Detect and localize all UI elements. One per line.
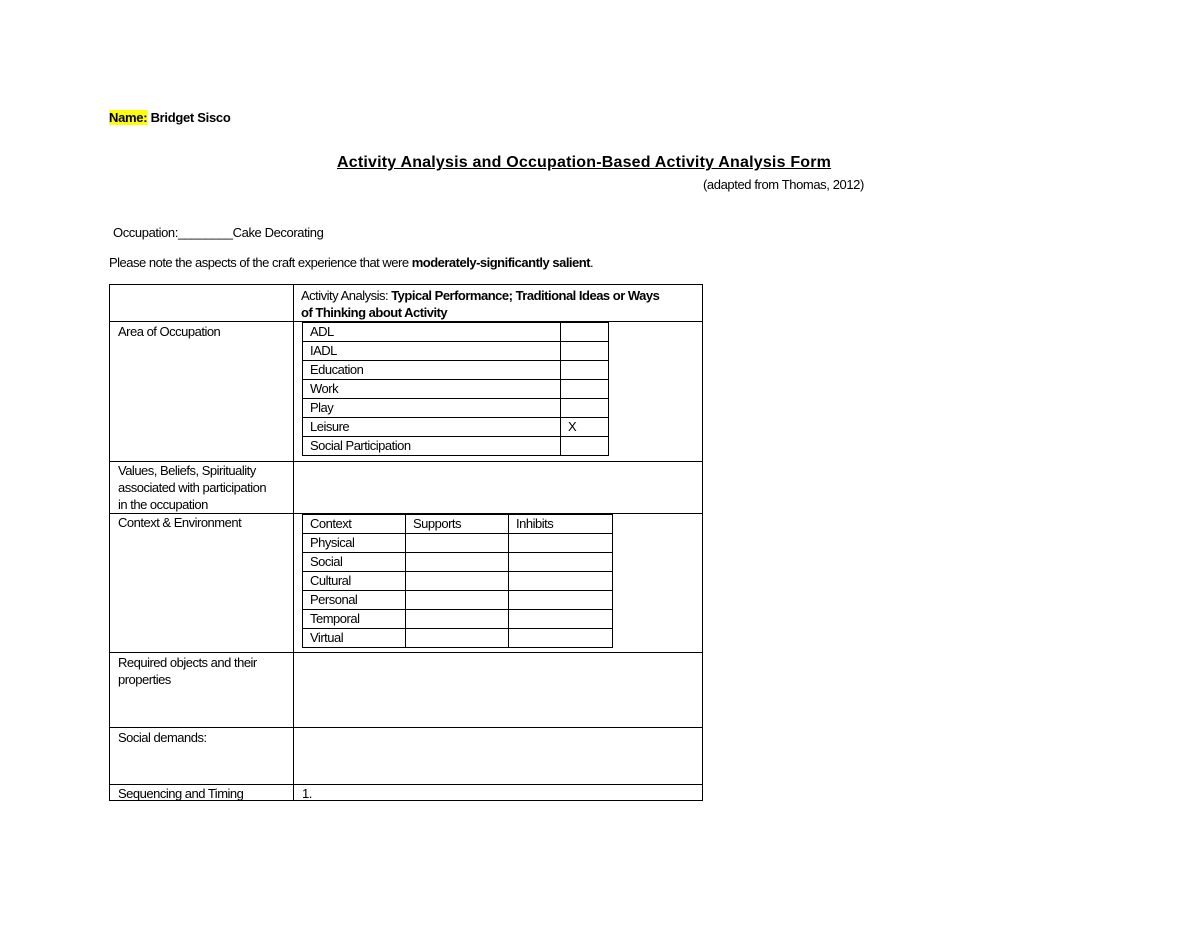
- context-header: Context: [303, 515, 406, 534]
- inhibits-cell[interactable]: [509, 572, 613, 591]
- area-item-mark[interactable]: [561, 437, 609, 456]
- context-row-label: Physical: [303, 534, 406, 553]
- values-beliefs-label: [118, 462, 266, 513]
- occupation-label: Occupation:________: [113, 225, 233, 240]
- table-row: [303, 591, 613, 610]
- inhibits-header: Inhibits: [509, 515, 613, 534]
- table-row: [303, 418, 609, 437]
- inhibits-cell[interactable]: [509, 534, 613, 553]
- values-label-line: associated with participation: [118, 480, 267, 495]
- form-title: Activity Analysis and Occupation-Based Activity Analysis Form: [337, 154, 832, 171]
- note-emphasis: moderately-significantly salient: [411, 255, 591, 270]
- supports-cell[interactable]: [406, 629, 509, 648]
- sequencing-timing-label: Sequencing and Timing: [118, 786, 244, 801]
- row-divider: [110, 652, 702, 653]
- social-demands-label: Social demands:: [118, 730, 207, 745]
- table-row: [303, 610, 613, 629]
- area-of-occupation-table: [302, 322, 609, 456]
- supports-cell[interactable]: [406, 591, 509, 610]
- context-row-label: Cultural: [303, 572, 406, 591]
- area-item-name: Education: [303, 361, 561, 380]
- context-row-label: Personal: [303, 591, 406, 610]
- supports-cell[interactable]: [406, 534, 509, 553]
- inhibits-cell[interactable]: [509, 591, 613, 610]
- area-item-name: IADL: [303, 342, 561, 361]
- table-row: [303, 342, 609, 361]
- table-row: [303, 399, 609, 418]
- note-suffix: .: [590, 255, 594, 270]
- context-environment-label: Context & Environment: [118, 515, 242, 530]
- table-header-row: [303, 515, 613, 534]
- table-row: [303, 323, 609, 342]
- instruction-note: [109, 255, 593, 270]
- area-item-mark[interactable]: X: [561, 418, 609, 437]
- header-prefix: Activity Analysis:: [301, 288, 392, 303]
- table-row: [303, 553, 613, 572]
- inhibits-cell[interactable]: [509, 610, 613, 629]
- name-label: Name:: [109, 110, 148, 125]
- area-item-name: Leisure: [303, 418, 561, 437]
- name-value: Bridget Sisco: [150, 110, 231, 125]
- column-divider: [293, 285, 294, 800]
- sequencing-value: 1.: [302, 786, 312, 801]
- analysis-form: [109, 284, 703, 801]
- header-bold-line2: of Thinking about Activity: [301, 305, 448, 320]
- context-row-label: Virtual: [303, 629, 406, 648]
- table-row: [303, 534, 613, 553]
- table-row: [303, 572, 613, 591]
- name-line: [109, 110, 230, 125]
- context-row-label: Temporal: [303, 610, 406, 629]
- table-row: [303, 629, 613, 648]
- supports-header: Supports: [406, 515, 509, 534]
- table-row: [303, 380, 609, 399]
- area-item-name: Work: [303, 380, 561, 399]
- context-row-label: Social: [303, 553, 406, 572]
- inhibits-cell[interactable]: [509, 553, 613, 572]
- supports-cell[interactable]: [406, 610, 509, 629]
- form-subtitle: (adapted from Thomas, 2012): [703, 177, 864, 192]
- objects-label-line: properties: [118, 672, 171, 687]
- objects-label-line: Required objects and their: [118, 655, 257, 670]
- area-item-name: ADL: [303, 323, 561, 342]
- area-item-mark[interactable]: [561, 323, 609, 342]
- supports-cell[interactable]: [406, 572, 509, 591]
- inhibits-cell[interactable]: [509, 629, 613, 648]
- occupation-value: Cake Decorating: [232, 225, 324, 240]
- required-objects-label: [118, 654, 257, 688]
- values-label-line: in the occupation: [118, 497, 208, 512]
- table-row: [303, 361, 609, 380]
- area-item-mark[interactable]: [561, 361, 609, 380]
- area-item-mark[interactable]: [561, 342, 609, 361]
- table-row: [303, 437, 609, 456]
- note-prefix: Please note the aspects of the craft experience that were: [109, 255, 412, 270]
- form-header-cell: [301, 287, 659, 321]
- supports-cell[interactable]: [406, 553, 509, 572]
- area-of-occupation-label: Area of Occupation: [118, 324, 221, 339]
- row-divider: [110, 727, 702, 728]
- area-item-mark[interactable]: [561, 380, 609, 399]
- occupation-line: [113, 225, 323, 240]
- context-table: [302, 514, 613, 648]
- values-label-line: Values, Beliefs, Spirituality: [118, 463, 256, 478]
- header-bold-line1: Typical Performance; Traditional Ideas or Ways: [391, 288, 660, 303]
- area-item-name: Play: [303, 399, 561, 418]
- area-item-name: Social Participation: [303, 437, 561, 456]
- area-item-mark[interactable]: [561, 399, 609, 418]
